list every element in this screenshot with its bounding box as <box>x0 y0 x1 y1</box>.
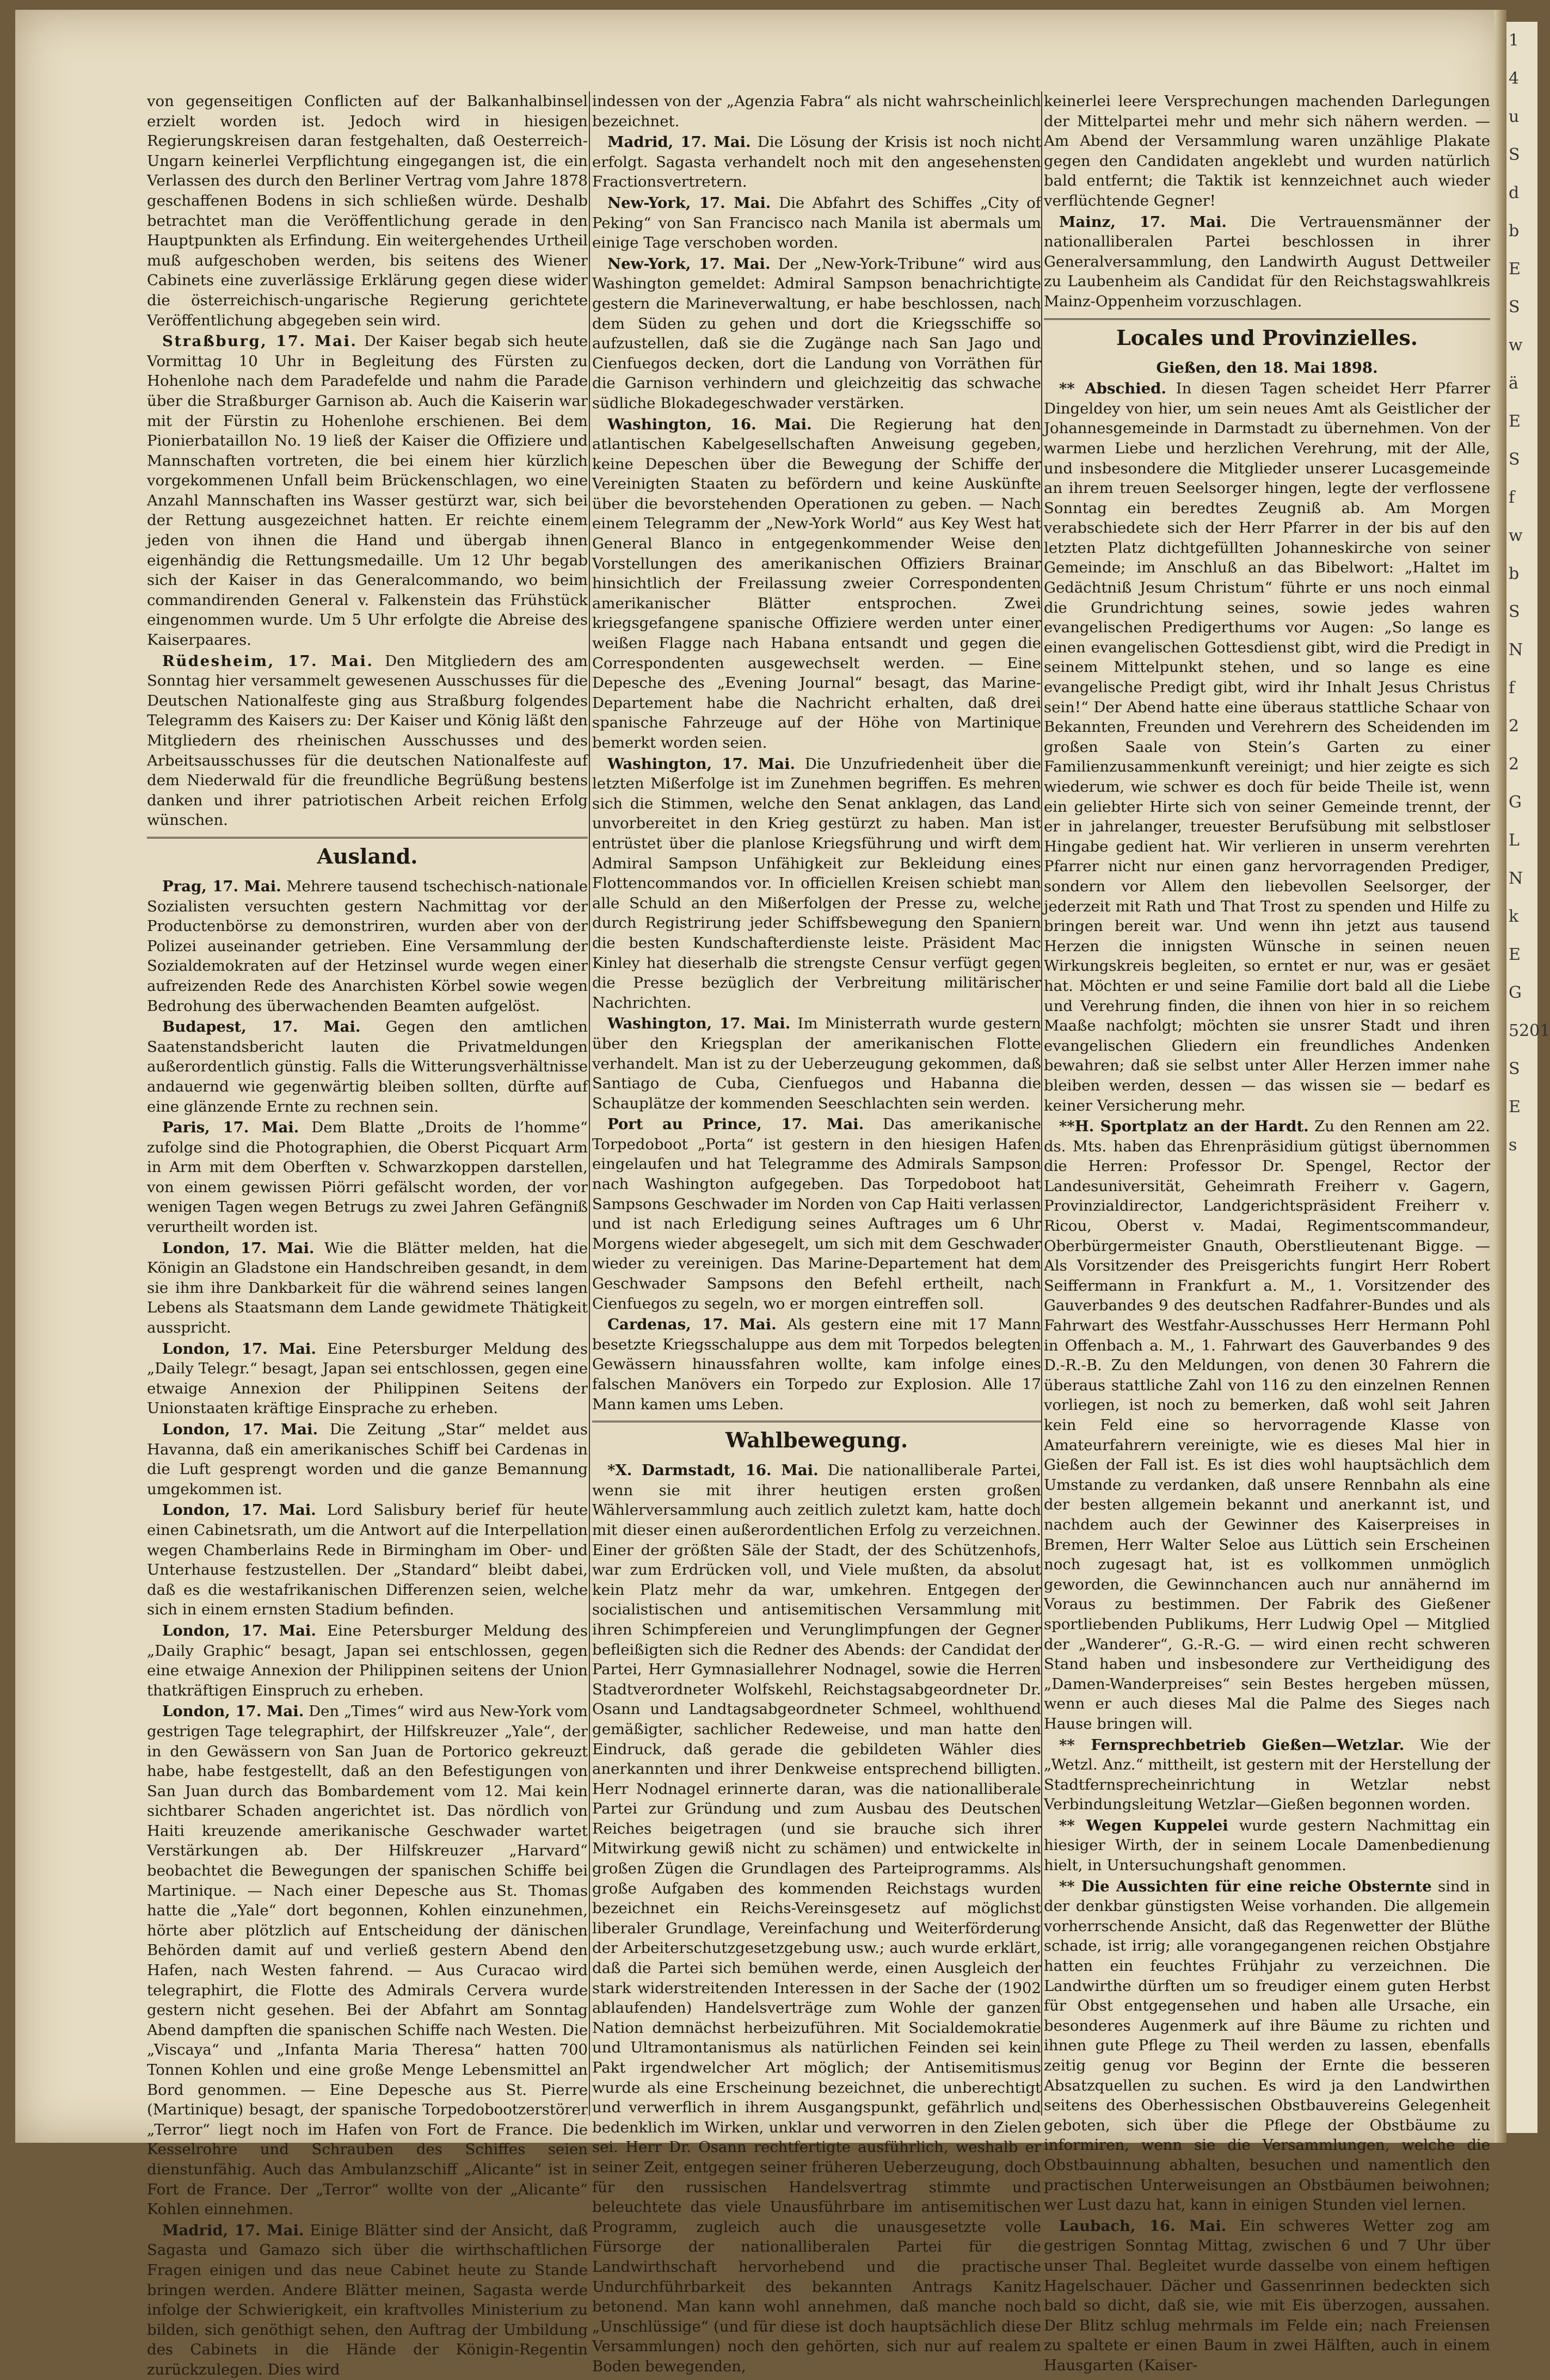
dateline: *X. Darmstadt, 16. Mai. <box>607 1462 819 1479</box>
dateline: Laubach, 16. Mai. <box>1059 2217 1227 2235</box>
dateline: Washington, 17. Mai. <box>607 755 796 773</box>
article-madrid-2 <box>592 132 1041 192</box>
dateline: New-York, 17. Mai. <box>607 255 771 273</box>
adjacent-page-fragment: k <box>1509 907 1519 926</box>
adjacent-page-fragment: b <box>1509 221 1520 241</box>
column-rule <box>589 91 590 2116</box>
column-3 <box>1044 91 1490 2374</box>
article-budapest <box>147 1017 588 1117</box>
adjacent-page-fragment: E <box>1509 945 1521 964</box>
adjacent-page-fragment: S <box>1509 145 1520 164</box>
dateline: ** Wegen Kuppelei <box>1059 1816 1228 1834</box>
article-text: Die Vertrauensmänner der nationalliberalen Partei beschlossen in ihrer Generalversammlung, den Landwirth August Dettweiler zu Laubenheim als Candidat für den Reichstagswahlkreis Mainz-Oppenheim vorzuschlagen. <box>1044 213 1490 310</box>
article-obsternte <box>1044 1877 1490 2215</box>
adjacent-page-fragment: G <box>1509 793 1522 812</box>
article-text: Den Mitgliedern des am Sonntag hier versammelt gewesenen Ausschusses für die Deutschen Nationalfeste ging aus Straßburg folgendes Telegramm des Kaisers zu: Der Kaiser und König läßt den Mitgliedern des rheinischen Ausschusses und des Arbeitsausschusses für die deutschen Nationalfeste auf dem Niederwald für die freundliche Begrüßung bestens danken und ihrer patriotischen Arbeit reichen Erfolg wünschen. <box>147 652 588 829</box>
adjacent-page-edge <box>1506 22 1550 2133</box>
adjacent-page-fragment: S <box>1509 450 1520 469</box>
dateline: Washington, 16. Mai. <box>607 415 812 433</box>
article-text: In diesen Tagen scheidet Herr Pfarrer Dingeldey von hier, um sein neues Amt als Geistlicher der Johannesgemeinde in Darmstadt zu übernehmen. Von der warmen Liebe und herzlichen Verehrung, mit der Alle, und insbesondere die Mitglieder unserer Lucasgemeinde an ihrem treuen Seelsorger hingen, legte der verflossene Sonntag ein beredtes Zeugniß ab. Am Morgen verabschiedete sich der Herr Pfarrer in der bis auf den letzten Platz dichtgefüllten Johanneskirche von seiner Gemeinde; im Anschluß an das Bibelwort: „Haltet im Gedächtniß Jesum Christum“ führte er uns noch einmal die Grundrichtung seines, sowie jedes wahren evangelischen Predigerthums vor Augen: „So lange es einen evangelischen Gottesdienst gibt, wird die Predigt in seinem Mittelpunkt stehen, und so lange es eine evangelische Predigt gibt, wird ihr Inhalt Jesus Christus sein!“ Der Abend hatte eine überaus stattliche Schaar von Bekannten, Freunden und Verehrern des Scheidenden im großen Saale von Stein’s Garten zu einer Familienzusammenkunft vereinigt; und hier zeigte es sich wiederum, wie schwer es doch für beide Theile ist, wenn ein geliebter Hirte sich von seiner Gemeinde trennt, der er in jahrelanger, treuester Berufsübung mit selbstloser Hingabe gedient hat. Wir verlieren in unserm verehrten Pfarrer nicht nur einen ganz hervorragenden Prediger, sondern vor Allem den liebevollen Seelsorger, der jederzeit mit Rath und That Trost zu spenden und Hilfe zu bringen bereit war. Und wenn ihn jetzt aus tausend Herzen die innigsten Wünsche in seinen neuen Wirkungskreis begleiten, so erntet er nur, was er gesäet hat. Möchten er und seine Familie dort bald all die Liebe und Verehrung finden, die ihnen von hier in so reichem Maaße nachfolgt; möchten sie unsrer Stadt und ihren evangelischen Gliedern ein freundliches Andenken bewahren; daß sie selbst unter Aller Herzen immer nahe bleiben werden, dessen — das wissen sie — bedarf es keiner Versicherung mehr. <box>1044 380 1490 1114</box>
article-text: Dem Blatte „Droits de l’homme“ zufolge sind die Photographien, die Oberst Picquart Arm in Arm mit dem Oberften v. Schwarzkoppen darstellen, von einem gewissen Piörri gefälscht worden, der vor wenigen Tagen wegen Betrugs zu zwei Jahren Gefängniß verurtheilt worden ist. <box>147 1119 588 1236</box>
article-kuppelei <box>1044 1816 1490 1876</box>
article-text: Eine Petersburger Meldung des „Daily Graphic“ besagt, Japan sei entschlossen, gegen eine etwaige Annexion der Philippinen seitens der Union thatkräftigen Einspruch zu erheben. <box>147 1621 588 1699</box>
dateline: Rüdesheim, 17. Mai. <box>162 652 374 670</box>
article-newyork-2 <box>592 254 1041 414</box>
adjacent-page-fragment: E <box>1509 412 1521 431</box>
dateline: London, 17. Mai. <box>162 1621 316 1639</box>
article-fernsprech <box>1044 1735 1490 1815</box>
article-text: Der Kaiser begab sich heute Vormittag 10 Uhr in Begleitung des Fürsten zu Hohenlohe nach dem Paradefelde und nahm die Parade über die Straßburger Garnison ab. Auch die Kaiserin war mit der Fürstin zu Hohenlohe erschienen. Bei dem Pionierbataillon No. 19 ließ der Kaiser die Offiziere und Mannschaften vortreten, die bei einem hier kürzlich vorgekommenen Unfall beim Brückenschlagen, wo eine Anzahl Mannschaften ins Wasser gestürzt war, sich bei der Rettung ausgezeichnet hatten. Er reichte einem jeden von ihnen die Hand und übergab ihnen eigenhändig die Rettungsmedaille. Um 12 Uhr begab sich der Kaiser in das Generalcommando, wo beim commandirenden General v. Falkenstein das Frühstück eingenommen wurde. Um 5 Uhr erfolgte die Abreise des Kaiserpaares. <box>147 332 588 649</box>
article-washington-3 <box>592 1014 1041 1113</box>
section-heading-wahlbewegung: Wahlbewegung. <box>592 1421 1041 1455</box>
article-cardenas <box>592 1315 1041 1414</box>
article-darmstadt <box>592 1460 1041 2376</box>
column-2 <box>592 91 1042 2375</box>
article-abschied <box>1044 379 1490 1115</box>
article-madrid-1 <box>147 2221 588 2380</box>
adjacent-page-fragment: 2 <box>1509 755 1520 774</box>
dateline: Mainz, 17. Mai. <box>1059 213 1227 231</box>
article-ruedesheim <box>147 651 588 830</box>
article-london-6 <box>147 1701 588 2219</box>
article-text: Als gestern eine mit 17 Mann besetzte Kriegsschaluppe aus dem mit Torpedos belegten Gewässern hinaussfahren wollte, kam infolge eines falschen Manövers ein Torpedo zur Explosion. Alle 17 Mann kamen ums Leben. <box>592 1316 1041 1413</box>
adjacent-page-fragment: s <box>1509 1136 1517 1155</box>
dateline: Port au Prince, 17. Mai. <box>607 1115 864 1133</box>
article-prag <box>147 877 588 1016</box>
dateline: London, 17. Mai. <box>162 1501 316 1519</box>
adjacent-page-fragment: S <box>1509 298 1520 317</box>
dateline: Budapest, 17. Mai. <box>162 1018 361 1036</box>
article-port-au-prince <box>592 1114 1041 1314</box>
page-edge-shadow <box>1494 10 1506 2143</box>
article-london-5 <box>147 1621 588 1700</box>
article-balkan-continuation: von gegenseitigen Conflicten auf der Balkanhalbinsel erzielt worden ist. Jedoch wird in hiesigen Regierungskreisen daran festgehalten, daß Oesterreich-Ungarn keinerlei Verpflichtung eingegangen ist, die ein Verlassen des durch den Berliner Vertrag vom Jahre 1878 geschaffenen Bodens in sich schließen würde. Deshalb betrachtet man die Veröffentlichung gerade in den Hauptpunkten als Erfindung. Ein weitergehendes Urtheil muß aufgeschoben werden, bis seitens des Wiener Cabinets eine zuverlässige Erklärung gegen diese wider die österreichisch-ungarische Regierung gerichtete Veröffentlichung abgegeben sein wird. <box>147 93 588 329</box>
article-text: Zu den Rennen am 22. ds. Mts. haben das Ehrenpräsidium gütigst übernommen die Herren: Professor Dr. Spengel, Rector der Landesuniversität, Geheimrath Freiherr v. Gagern, Provinzialdirector, Landgerichtspräsident Freiherr v. Ricou, Oberst v. Madai, Regimentscommandeur, Oberbürgermeister Gnauth, Oberstlieutenant Bigge. — Als Vorsitzender des Preisgerichts fungirt Herr Robert Seiffermann in Frankfurt a. M., 1. Vorsitzender des Gauverbandes 9 des deutschen Radfahrer-Bundes und als Fahrwart des Westfahr-Ausschusses Herr Hermann Pohl in Offenbach a. M., 1. Fahrwart des Gauverbandes 9 des D.-R.-B. Zu den Meldungen, von denen 30 Fahrern die überaus stattliche Zahl von 116 zu den einzelnen Rennen vorliegen, ist noch zu bemerken, daß wohl seit Jahren kein Feld eine so hervorragende Klasse von Amateurfahrern vereinigte, wie es dieses Mal hier in Gießen der Fall ist. Es ist dies wohl hauptsächlich dem Umstande zu verdanken, daß unsere Rennbahn als eine der besten allgemein bekannt und anerkannt ist, und nachdem auch der Gewinner des Kaiserpreises in Bremen, Herr Walter Seloe aus Lüttich sein Erscheinen noch zugesagt hat, ist es vollkommen unmöglich geworden, die Gewinnchancen auch nur annähernd im Voraus zu bestimmen. Der Fabrik des Gießener sportliebenden Publikums, Herr Ludwig Opel — Mitglied der „Wanderer“, G.-R.-G. — wird einen recht schweren Stand haben und insbesondere zur Vertheidigung des „Damen-Wanderpreises“ sein Bestes hergeben müssen, wenn er auch dieses Mal die Palme des Sieges nach Hause bringen will. <box>1044 1118 1490 1732</box>
column-rule <box>1041 91 1042 2116</box>
dateline: London, 17. Mai. <box>162 1421 318 1438</box>
adjacent-page-fragment: d <box>1509 183 1520 202</box>
dateline: Cardenas, 17. Mai. <box>607 1316 777 1334</box>
section-heading-locales: Locales und Provinzielles. <box>1044 318 1490 353</box>
article-text: Die Abfahrt des Schiffes „City of Peking“ von San Francisco nach Manila ist abermals um einige Tage verschoben worden. <box>592 194 1041 252</box>
article-london-3 <box>147 1420 588 1499</box>
article-text: Die Regierung hat den atlantischen Kabelgesellschaften Anweisung gegeben, keine Depeschen über die Bewegung der Schiffe der Vereinigten Staaten zu befördern und keine Auskünfte über die bevorstehenden Operationen zu geben. — Nach einem Telegramm der „New-York World“ aus Key West hat General Blanco in entgegenkommender Weise den Vorstellungen des amerikanischen Offiziers Brainar hinsichtlich der Freilassung zweier Correspondenten amerikanischer Blätter entsprochen. Zwei kriegsgefangene spanische Offiziere werden unter einer weißen Flagge nach Habana entsandt und gegen die Correspondenten ausgewechselt werden. — Eine Depesche des „Evening Journal“ besagt, das Marine-Departement habe die Nachricht erhalten, daß drei spanische Fahrzeuge auf der Höhe von Martinique bemerkt worden seien. <box>592 415 1042 751</box>
adjacent-page-fragment: E <box>1509 1097 1521 1117</box>
dateline: Paris, 17. Mai. <box>162 1119 299 1137</box>
adjacent-page-fragment: w <box>1509 336 1523 355</box>
article-strassburg <box>147 331 588 650</box>
adjacent-page-fragment: N <box>1509 640 1523 659</box>
adjacent-page-fragment: f <box>1509 679 1515 698</box>
adjacent-page-fragment: ä <box>1509 374 1518 393</box>
article-text: Wie die Blätter melden, hat die Königin an Gladstone ein Handschreiben gesandt, in dem sie ihm ihre Dankbarkeit für die während seines langen Lebens als Staatsmann dem Lande gewidmete Thätigkeit ausspricht. <box>147 1239 588 1337</box>
article-mainz <box>1044 212 1490 312</box>
adjacent-page-fragment: 1 <box>1509 31 1520 50</box>
adjacent-page-fragment: 2 <box>1509 717 1520 736</box>
adjacent-page-fragments <box>1506 22 1550 1164</box>
dateline: **H. Sportplatz an der Hardt. <box>1059 1118 1309 1136</box>
dateline: Madrid, 17. Mai. <box>162 2221 304 2239</box>
article-text: Die Lösung der Krisis ist noch nicht erfolgt. Sagasta verhandelt noch mit den angesehensten Fractionsvertretern. <box>592 133 1041 191</box>
article-london-2 <box>147 1339 588 1419</box>
dateline: ** Abschied. <box>1059 380 1166 398</box>
local-dateline: Gießen, den 18. Mai 1898. <box>1156 359 1378 377</box>
dateline: London, 17. Mai. <box>162 1340 316 1358</box>
section-heading-ausland: Ausland. <box>147 837 588 871</box>
newspaper-page <box>15 10 1506 2378</box>
dateline: New-York, 17. Mai. <box>607 194 771 212</box>
adjacent-page-fragment: b <box>1509 564 1520 583</box>
article-text: Der „New-York-Tribune“ wird aus Washington gemeldet: Admiral Sampson benachrichtigte gestern die Marineverwaltung, er habe beschlossen, nach dem Süden zu gehen und dort die Kriegsschiffe so aufzustellen, daß sie die Zugänge nach San Jago und Cienfuegos decken, dort die Landung von Vorräthen für die Garnison verhindern und gleichzeitig das schwache südliche Blokadegeschwader verstärken. <box>592 255 1042 412</box>
article-text: Einige Blätter sind der Ansicht, daß Sagasta und Gamazo sich über die wirthschaftlichen Fragen einigen und das neue Cabinet heute zu Stande bringen werden. Andere Blätter meinen, Sagasta werde infolge der Schwierigkeit, ein kraftvolles Ministerium zu bilden, sich genöthigt sehen, den Auftrag der Umbildung des Cabinets in die Hände der Königin-Regentin zurückzulegen. Dies wird <box>147 2221 588 2378</box>
adjacent-page-fragment: w <box>1509 526 1523 545</box>
dateline: Washington, 17. Mai. <box>607 1015 791 1033</box>
adjacent-page-fragment: 5201 <box>1509 1021 1550 1040</box>
adjacent-page-fragment: L <box>1509 831 1520 850</box>
article-text: Gegen den amtlichen Saatenstandsbericht lauten die Privatmeldungen außerordentlich günstig. Falls die Witterungsverhältnisse andauernd wie gegenwärtig bleiben sollten, dürfte auf eine glänzende Ernte zu rechnen sein. <box>147 1018 588 1115</box>
article-text: Mehrere tausend tschechisch-nationale Sozialisten versuchten gestern Nachmittag vor der Productenbörse zu demonstriren, wurden aber von der Polizei auseinander getrieben. Eine Versammlung der Sozialdemokraten auf der Hetzinsel wurde wegen einer aufreizenden Rede des Anarchisten Körbel sowie wegen Bedrohung des überwachenden Beamten aufgelöst. <box>147 877 588 1015</box>
dateline: Madrid, 17. Mai. <box>607 133 751 151</box>
article-washington-1 <box>592 415 1041 753</box>
dateline: Prag, 17. Mai. <box>162 877 281 895</box>
article-london-1 <box>147 1238 588 1338</box>
article-paris <box>147 1118 588 1237</box>
article-text: Ein schweres Wetter zog am gestrigen Sonntag Mittag, zwischen 6 und 7 Uhr über unser Thal. Begleitet wurde dasselbe von einem heftigen Hagelschauer. Dächer und Gassenrinnen bedeckten sich bald so dicht, daß sie, wie mit Eis überzogen, aussahen. Der Blitz schlug mehrmals im Felde ein; nach Freiensen zu spaltete er einen Baum in zwei Hälften, auch in einem Hausgarten (Kaiser- <box>1044 2217 1490 2374</box>
article-washington-2 <box>592 754 1041 1013</box>
adjacent-page-fragment: S <box>1509 602 1520 621</box>
article-text: Im Ministerrath wurde gestern über den Kriegsplan der amerikanischen Flotte verhandelt. Man ist zu der Ueberzeugung gekommen, daß Santiago de Cuba, Cienfuegos und Habanna die Schauplätze der kommenden Seeschlachten sein werden. <box>592 1015 1041 1112</box>
article-text: Das amerikanische Torpedoboot „Porta“ ist gestern in den hiesigen Hafen eingelaufen und hat Telegramme des Admirals Sampson nach Washington aufgegeben. Das Torpedoboot hat Sampsons Geschwader im Norden von Cap Haiti verlassen und ist nach Erledigung seines Auftrages um 6 Uhr Morgens wieder abgesegelt, um sich mit dem Geschwader wieder zu vereinigen. Das Marine-Departement hat dem Geschwader Sampsons den Befehl ertheilt, nach Cienfuegos zu segeln, wo er morgen eintreffen soll. <box>592 1115 1041 1312</box>
article-sportplatz <box>1044 1117 1490 1734</box>
article-london-4 <box>147 1500 588 1620</box>
article-text: Die Zeitung „Star“ meldet aus Havanna, daß ein amerikanisches Schiff bei Cardenas in die Luft gesprengt worden und die ganze Bemannung umgekommen ist. <box>147 1421 588 1498</box>
adjacent-page-fragment: E <box>1509 260 1521 279</box>
dateline: London, 17. Mai. <box>162 1703 304 1721</box>
dateline: ** Fernsprechbetrieb Gießen—Wetzlar. <box>1059 1736 1405 1754</box>
adjacent-page-fragment: f <box>1509 488 1515 507</box>
adjacent-page-fragment: G <box>1509 983 1522 1002</box>
dateline: ** Die Aussichten für eine reiche Obsternte <box>1059 1877 1432 1895</box>
article-wahl-continuation: keinerlei leere Versprechungen machenden Darlegungen der Mittelpartei mehr und mehr sich nähern werden. — Am Abend der Versammlung waren unzählige Plakate gegen den Candidaten angeklebt und wurden natürlich bald entfernt; die Taktik ist kennzeichnet auch wieder verflüchtende Gegner! <box>1044 93 1490 209</box>
article-text: Wie der „Wetzl. Anz.“ mittheilt, ist gestern mit der Herstellung der Stadtfernsprecheinrichtung in Wetzlar nebst Verbindungsleitung Wetzlar—Gießen begonnen worden. <box>1044 1736 1490 1814</box>
dateline: London, 17. Mai. <box>162 1239 315 1257</box>
article-text: wurde gestern Nachmittag ein hiesiger Wirth, der in seinem Locale Damenbedienung hielt, in Untersuchungshaft genommen. <box>1044 1816 1490 1875</box>
article-text: Die nationalliberale Partei, wenn sie mit ihrer heutigen ersten großen Wählerversammlung auch zeitlich zuletzt kam, hatte doch mit dieser einen außerordentlichen Erfolg zu verzeichnen. Einer der größten Säle der Stadt, der des Schützenhofs, war zum Erdrücken voll, und Viele mußten, da absolut kein Platz mehr da war, umkehren. Entgegen der socialistischen und antisemitischen Versammlung mit ihren Schimpfereien und Verunglimpfungen der Gegner befleißigten sich die Redner des Abends: der Candidat der Partei, Herr Gymnasiallehrer Nodnagel, sowie die Herren Stadtverordneter Wolfskehl, Reichstagsabgeordneter Dr. Osann und Landtagsabgeordneter Schmeel, wohlthuend gemäßigter, sachlicher Redeweise, und man hatte den Eindruck, daß gerade die gebildeten Wähler dies anerkannten und ihrer Denkweise entsprechend billigten. Herr Nodnagel erinnerte daran, was die nationalliberale Partei zur Gründung und zum Ausbau des Deutschen Reiches beigetragen (und sie brauche sich ihrer Mitwirkung gewiß nicht zu schämen) und entwickelte in großen Zügen die Grundlagen des Parteiprogramms. Als große Aufgaben des kommenden Reichstags wurden bezeichnet ein Reichs-Vereinsgesetz auf möglichst liberaler Grundlage, Vereinfachung und Weiterförderung der Arbeiterschutzgesetzgebung usw.; auch wurde erklärt, daß die Partei sich bemühen werde, einen Ausgleich der stark widerstreitenden Interessen in der Sache der (1902 ablaufenden) Handelsverträge zum Wohle der ganzen Nation demnächst herbeizuführen. Mit Socialdemokratie und Ultramontanismus als natürlichen Feinden sei kein Pakt irgendwelcher Art möglich; der Antisemitismus wurde als eine Erscheinung bezeichnet, die unberechtigt und verwerflich in ihrem Ausgangspunkt, gefährlich und bedenklich im Wirken, unklar und verworren in den Zielen sei. Herr Dr. Osann rechtfertigte ausführlich, weshalb er seiner Zeit, entgegen seiner früheren Ueberzeugung, doch für den russischen Handelsvertrag stimmte und beleuchtete das viele Unausführbare im antisemitischen Programm, zugleich auch die unausgesetzte volle Fürsorge der nationalliberalen Partei für die Landwirthschaft hervorhebend und die practische Undurchführbarkeit des bekannten Antrags Kanitz betonend. Man kann wohl annehmen, daß manche noch „Unschlüssige“ (und für diese ist doch hauptsächlich diese Versammlungen) noch den gehörten, sich nur auf realem Boden bewegenden, <box>592 1462 1041 2375</box>
article-text: Den „Times“ wird aus New-York vom gestrigen Tage telegraphirt, der Hilfskreuzer „Yale“, der in den Gewässern von San Juan de Portorico gekreuzt habe, habe festgestellt, daß an den Befestigungen von San Juan durch das Bombardement vom 12. Mai kein sichtbarer Schaden angerichtet ist. Das nördlich von Haiti kreuzende amerikanische Geschwader wartet Verstärkungen ab. Der Hilfskreuzer „Harvard“ beobachtet die Bewegungen der spanischen Schiffe bei Martinique. — Nach einer Depesche aus St. Thomas hatte die „Yale“ dort begonnen, Kohlen einzunehmen, hörte aber plötzlich auf Entscheidung der dänischen Behörden damit auf und verließ gestern Abend den Hafen, nach Westen fahrend. — Aus Curacao wird telegraphirt, die Flotte des Admirals Cervera wurde gestern nicht gesehen. Bei der Abfahrt am Sonntag Abend dampften die spanischen Schiffe nach Westen. Die „Viscaya“ und „Infanta Maria Theresa“ hatten 700 Tonnen Kohlen und eine große Menge Lebensmittel an Bord genommen. — Eine Depesche aus St. Pierre (Martinique) besagt, der spanische Torpedobootzerstörer „Terror“ liegt noch im Hafen von Fort de France. Die Kesselrohre und Schrauben des Schiffes seien dienstunfähig. Auch das Ambulanzschiff „Alicante“ ist in Fort de France. Der „Terror“ wollte von der „Alicante“ Kohlen einnehmen. <box>147 1703 588 2218</box>
article-madrid-continuation: indessen von der „Agenzia Fabra“ als nicht wahrscheinlich bezeichnet. <box>592 93 1041 130</box>
adjacent-page-fragment: u <box>1509 107 1520 126</box>
column-1 <box>147 91 588 2378</box>
article-laubach <box>1044 2216 1490 2376</box>
adjacent-page-fragment: N <box>1509 869 1523 888</box>
article-newyork-1 <box>592 193 1041 253</box>
article-text: Eine Petersburger Meldung des „Daily Telegr.“ besagt, Japan sei entschlossen, gegen eine etwaige Annexion der Philippinen Seitens der Unionstaaten kräftige Einsprache zu erheben. <box>147 1340 588 1417</box>
article-text: sind in der denkbar günstigsten Weise vorhanden. Die allgemein vorherrschende Ansicht, daß das Regenwetter der Blüthe schade, ist irrig; alle vorangegangenen reichen Obstjahre hatten ein feuchtes Frühjahr zu verzeichnen. Die Landwirthe dürften um so freudiger einem guten Herbst für Obst entgegensehen und haben alle Ursache, ein besonderes Augenmerk auf ihre Bäume zu richten und ihnen gute Pflege zu Theil werden zu lassen, ebenfalls zeitig genug vor Beginn der Ernte die besseren Absatzquellen zu suchen. Es wird ja den Landwirthen seitens des Oberhessischen Obstbauvereins Gelegenheit geboten, sich über die Pflege der Obstbäume zu informiren, wenn sie die Versammlungen, welche die Obstbauinnung abhalten, besuchen und namentlich den practischen Unterweisungen an Obstbäumen beiwohnen; wer Lust dazu hat, kann in einigen Stunden viel lernen. <box>1044 1877 1490 2214</box>
adjacent-page-fragment: 4 <box>1509 69 1520 88</box>
article-text: Die Unzufriedenheit über die letzten Mißerfolge ist im Zunehmen begriffen. Es mehren sich die Stimmen, welche den Senat anklagen, das Land unvorbereitet in den Krieg gestürzt zu haben. Man ist entrüstet über die planlose Kriegsführung und wirft dem Admiral Sampson Unfähigkeit zur Bekleidung eines Flottencommandos vor. In officiellen Kreisen schiebt man alle Schuld an den Mißerfolgen der Presse zu, welche durch Registrirung jeder Schiffsbewegung den Spaniern die besten Kundschafterdienste leiste. Präsident Mac Kinley hat dieserhalb die strengste Censur verfügt gegen die Presse bezüglich der Verbreitung militärischer Nachrichten. <box>592 755 1041 1012</box>
dateline: Straßburg, 17. Mai. <box>162 332 358 350</box>
adjacent-page-fragment: S <box>1509 1059 1520 1078</box>
article-text: Lord Salisbury berief für heute einen Cabinetsrath, um die Antwort auf die Interpellation wegen Chamberlains Rede in Birmingham im Ober- und Unterhause festzustellen. Der „Standard“ bleibt dabei, daß es die westafrikanischen Differenzen seien, welche sich in einem ernsten Stadium befinden. <box>147 1501 588 1619</box>
